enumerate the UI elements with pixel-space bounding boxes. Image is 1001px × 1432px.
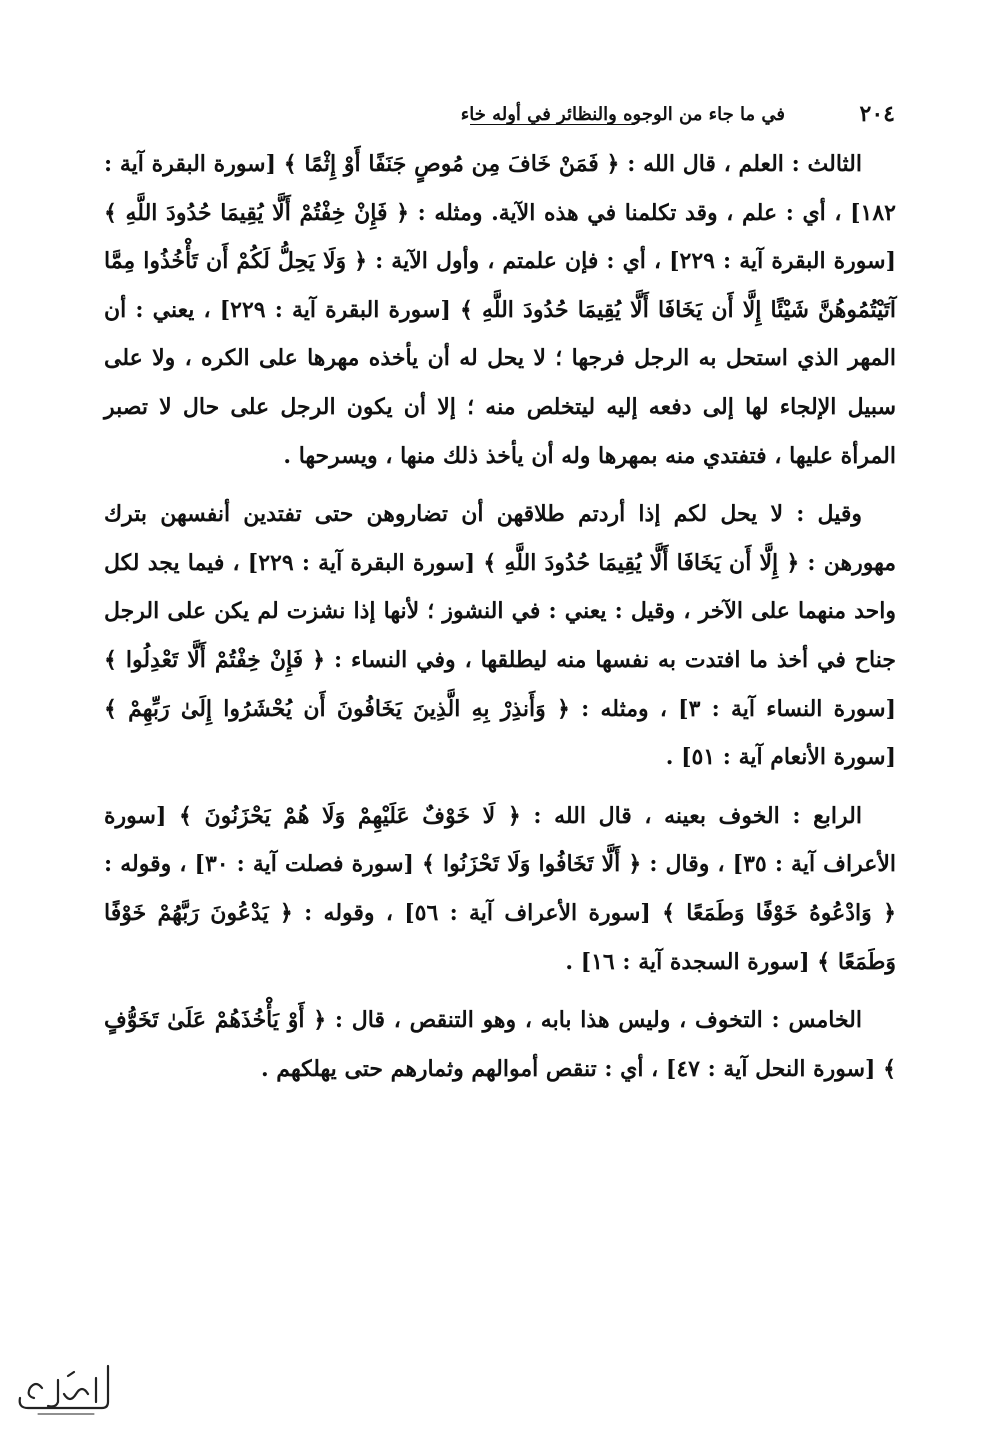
body-text	[104, 140, 896, 1093]
paragraph-alternative-opinion: وقيل : لا يحل لكم إذا أردتم طلاقهن أن تضاروهن حتى تفتدين أنفسهن بترك مهورهن : ﴿ إِلَّا أَن يَخَافَا أَلَّا يُقِيمَا حُدُودَ اللَّهِ ﴾ [سورة البقرة آية : ٢٢٩] ، فيما يجد لكل واحد منهما على الآخر ، وقيل : يعني : في النشوز ؛ لأنها إذا نشزت لم يكن على الرجل جناح في أخذ ما افتدت به نفسها منه ليطلقها ، وفي النساء : ﴿ فَإِنْ خِفْتُمْ أَلَّا تَعْدِلُوا ﴾ [سورة النساء آية : ٣] ، ومثله : ﴿ وَأَنذِرْ بِهِ الَّذِينَ يَخَافُونَ أَن يُحْشَرُوا إِلَىٰ رَبِّهِمْ ﴾ [سورة الأنعام آية : ٥١] .	[104, 501, 896, 771]
header-rule	[470, 124, 635, 125]
paragraph-fifth-meaning: الخامس : التخوف ، وليس هذا بابه ، وهو التنقص ، قال : ﴿ أَوْ يَأْخُذَهُمْ عَلَىٰ تَخَوُّفٍ ﴾ [سورة النحل آية : ٤٧] ، أي : تنقص أموالهم وثمارهم حتى يهلكهم .	[104, 1007, 896, 1082]
paragraph-third-meaning: الثالث : العلم ، قال الله : ﴿ فَمَنْ خَافَ مِن مُوصٍ جَنَفًا أَوْ إِثْمًا ﴾ [سورة البقرة آية : ١٨٢] ، أي : علم ، وقد تكلمنا في هذه الآية. ومثله : ﴿ فَإِنْ خِفْتُمْ أَلَّا يُقِيمَا حُدُودَ اللَّهِ ﴾ [سورة البقرة آية : ٢٢٩] ، أي : فإن علمتم ، وأول الآية : ﴿ وَلَا يَحِلُّ لَكُمْ أَن تَأْخُذُوا مِمَّا آتَيْتُمُوهُنَّ شَيْئًا إِلَّا أَن يَخَافَا أَلَّا يُقِيمَا حُدُودَ اللَّهِ ﴾ [سورة البقرة آية : ٢٢٩] ، يعني : أن المهر الذي استحل به الرجل فرجها ؛ لا يحل له أن يأخذه مهرها على الكره ، ولا على سبيل الإلجاء لها إلى دفعه إليه ليتخلص منه ؛ إلا أن يكون الرجل على حال لا تصبر المرأة عليها ، فتفتدي منه بمهرها وله أن يأخذ ذلك منها ، ويسرحها .	[104, 151, 896, 469]
header-title: في ما جاء من الوجوه والنظائر في أوله خاء	[460, 104, 785, 125]
page-number: ٢٠٤	[859, 101, 895, 127]
running-header	[100, 96, 895, 132]
publisher-logo	[8, 1358, 118, 1418]
paragraph-fourth-meaning: الرابع : الخوف بعينه ، قال الله : ﴿ لَا خَوْفٌ عَلَيْهِمْ وَلَا هُمْ يَحْزَنُونَ ﴾ [سورة الأعراف آية : ٣٥] ، وقال : ﴿ أَلَّا تَخَافُوا وَلَا تَحْزَنُوا ﴾ [سورة فصلت آية : ٣٠] ، وقوله : ﴿ وَادْعُوهُ خَوْفًا وَطَمَعًا ﴾ [سورة الأعراف آية : ٥٦] ، وقوله : ﴿ يَدْعُونَ رَبَّهُمْ خَوْفًا وَطَمَعًا ﴾ [سورة السجدة آية : ١٦] .	[104, 802, 897, 975]
